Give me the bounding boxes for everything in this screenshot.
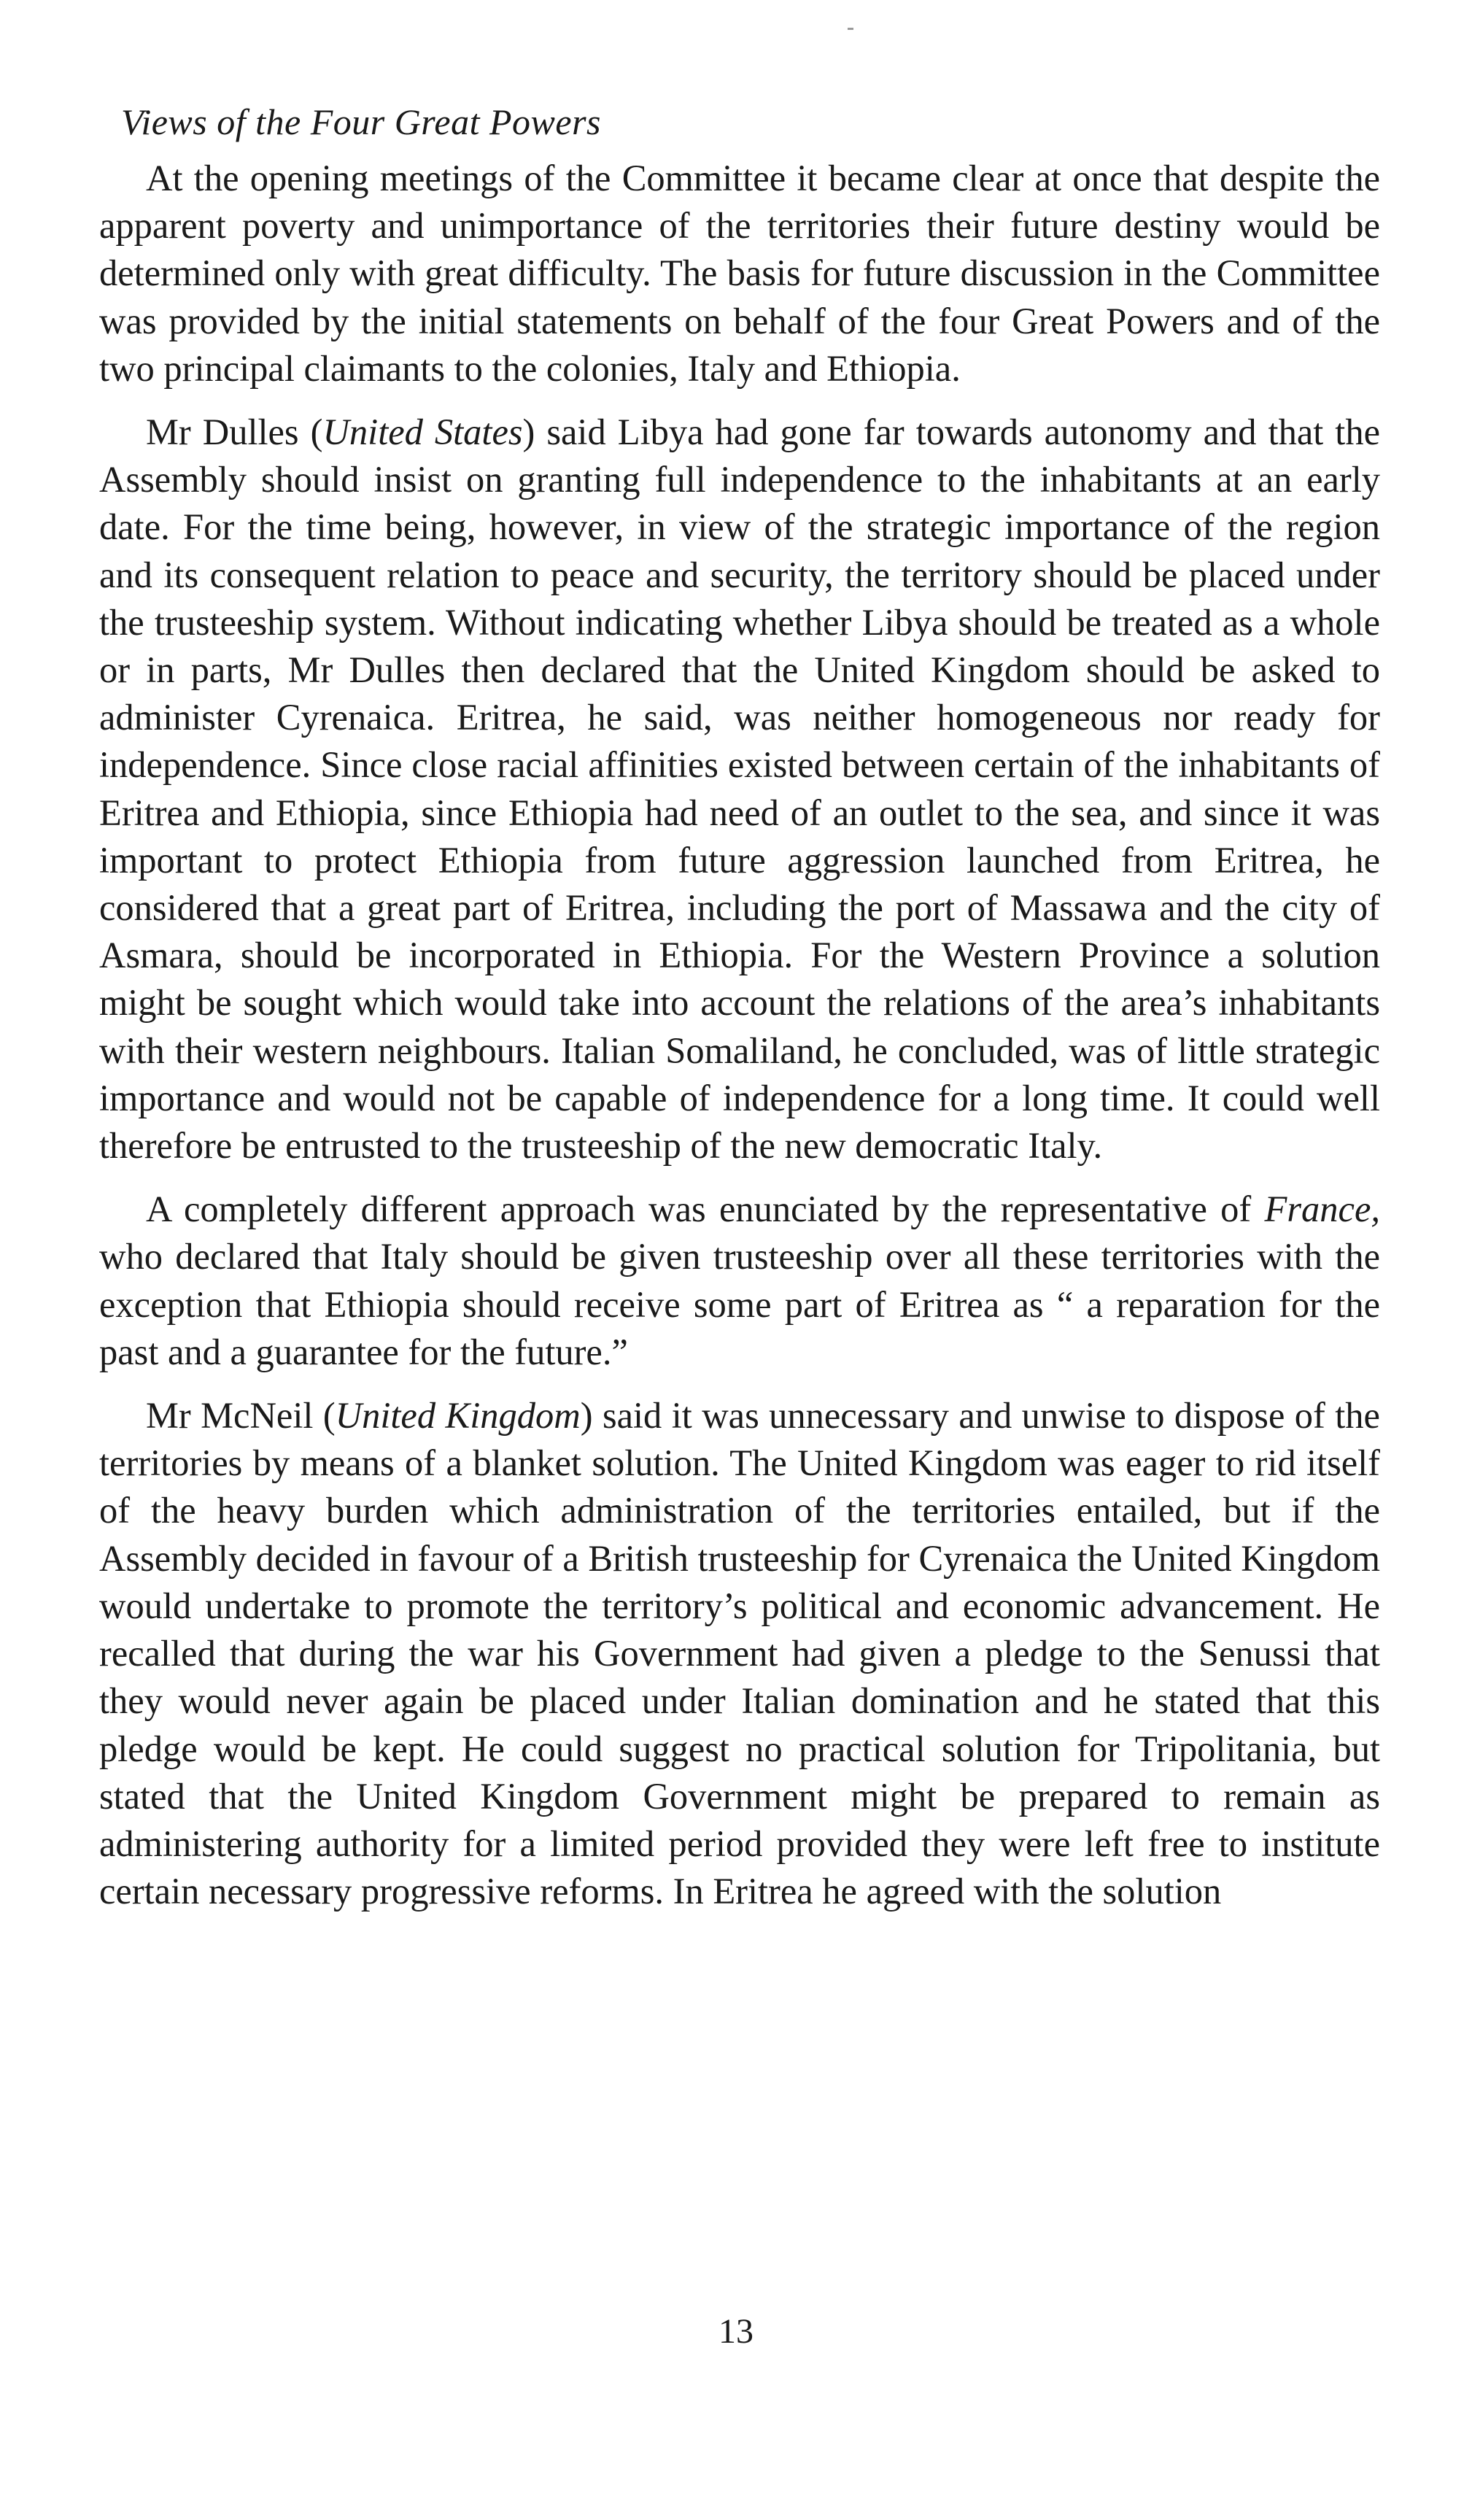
text-run: Mr Dulles (	[146, 411, 323, 453]
text-run: At the opening meetings of the Committee it became clear at once that despite the apparent poverty and unimportance of the territories their future destiny would be determined only with great difficulty. The basis for future discussion in the Committee was provided by the initial statements on behalf of the four Great Powers and of the two principal claimants to the colonies, Italy and Ethiopia.	[99, 158, 1380, 389]
text-run: who declared that Italy should be given trusteeship over all these territories with the exception that Ethiopia should receive some part of Eritrea as “ a reparation for the past and a guarantee for the future.”	[99, 1236, 1380, 1372]
italic-text-run: France,	[1264, 1189, 1380, 1230]
text-run: ) said Libya had gone far towards autonomy and that the Assembly should insist on granting full independence to the inhabitants at an early date. For the time being, however, in view of the strategic importance of the region and its consequent relation to peace and security, the territory should be placed under the trusteeship system. Without indicating whether Libya should be treated as a whole or in parts, Mr Dulles then declared that the United Kingdom should be asked to administer Cyrenaica. Eritrea, he said, was neither homogeneous nor ready for independence. Since close racial affinities existed between certain of the inhabitants of Eritrea and Ethiopia, since Ethiopia had need of an outlet to the sea, and since it was important to protect Ethiopia from future aggression launched from Eritrea, he considered that a great part of Eritrea, including the port of Massawa and the city of Asmara, should be incorporated in Ethiopia. For the Western Province a solution might be sought which would take into account the relations of the area’s inhabitants with their western neighbours. Italian Somaliland, he concluded, was of little strategic importance and would not be capable of independence for a long time. It could well therefore be entrusted to the trusteeship of the new democratic Italy.	[99, 411, 1381, 1167]
text-run: A completely different approach was enunciated by the representative of	[146, 1189, 1265, 1230]
paragraph	[99, 155, 1380, 393]
body-text	[99, 155, 1380, 1931]
paragraph	[99, 1186, 1380, 1376]
text-run: ) said it was unnecessary and unwise to dispose of the territories by means of a blanket solution. The United Kingdom was eager to rid itself of the heavy burden which administration of the territories entailed, but if the Assembly decided in favour of a British trusteeship for Cyrenaica the United Kingdom would undertake to promote the territory’s political and economic advancement. He recalled that during the war his Government had given a pledge to the Senussi that they would never again be placed under Italian domination and he stated that this pledge would be kept. He could suggest no practical solution for Tripolitania, but stated that the United Kingdom Government might be prepared to remain as administering authority for a limited period provided they were left free to institute certain necessary progressive reforms. In Eritrea he agreed with the solution	[99, 1395, 1380, 1912]
page-number: 13	[718, 2312, 754, 2351]
section-heading: Views of the Four Great Powers	[121, 101, 601, 142]
paragraph	[99, 409, 1380, 1170]
text-run: Mr McNeil (	[146, 1395, 336, 1437]
italic-text-run: United Kingdom	[335, 1395, 581, 1437]
italic-text-run: United States	[322, 411, 523, 453]
paragraph	[99, 1392, 1380, 1915]
scan-mark	[848, 28, 853, 30]
